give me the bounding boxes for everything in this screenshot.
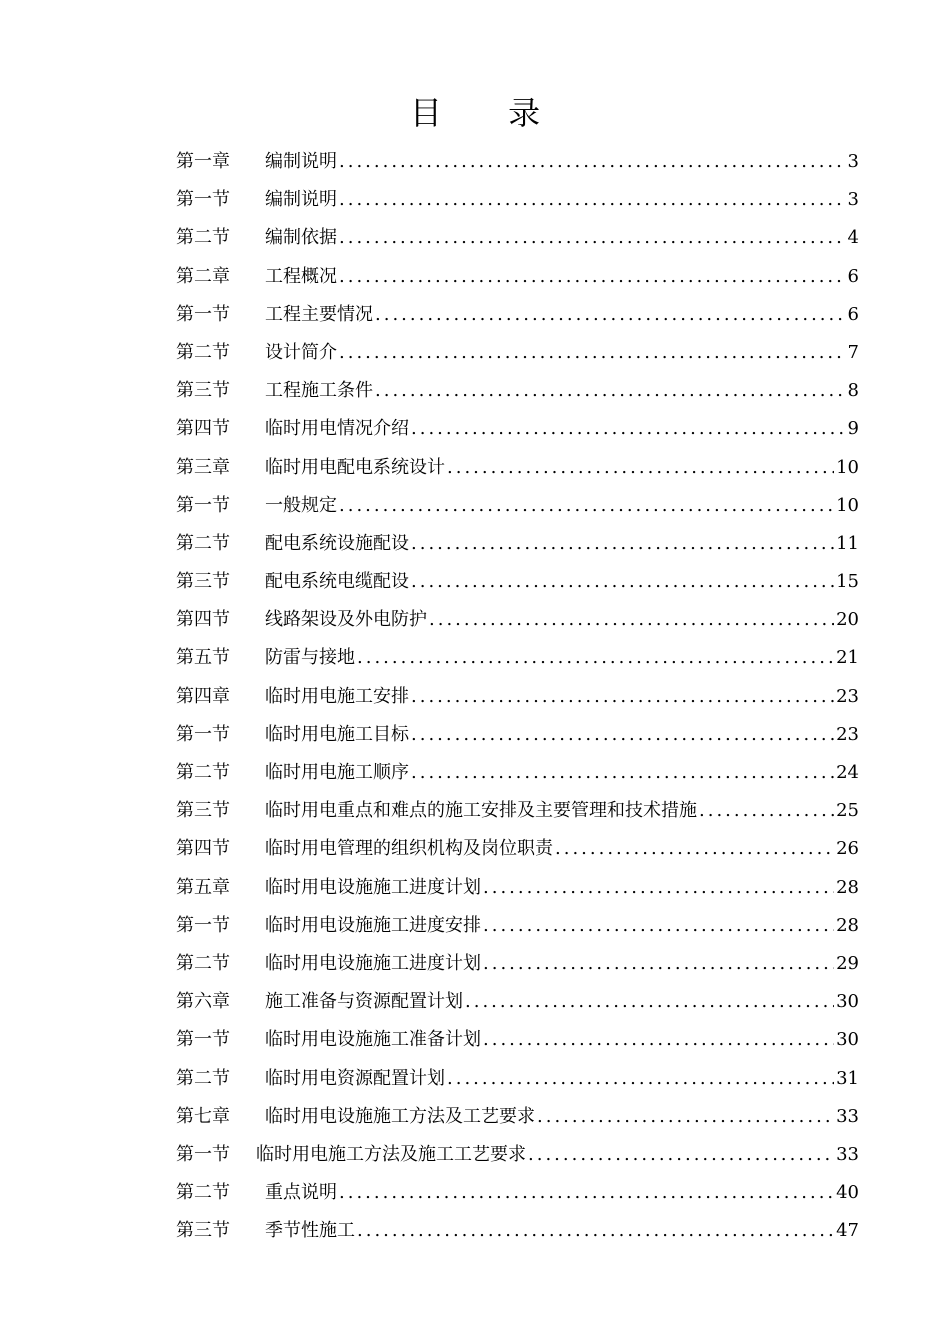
toc-entry-page: 15 (836, 571, 859, 593)
toc-leader-dots (339, 1174, 834, 1212)
toc-leader-dots (411, 754, 834, 792)
toc-entry-page: 26 (836, 838, 859, 860)
toc-leader-dots (483, 907, 834, 945)
toc-entry-page: 30 (836, 991, 859, 1013)
toc-entry-page: 31 (836, 1067, 859, 1089)
toc-entry-number: 第五节 (176, 647, 230, 669)
toc-entry[interactable] (176, 678, 859, 716)
toc-entry-title: 临时用电施工安排 (265, 685, 409, 707)
toc-leader-dots (339, 258, 846, 296)
toc-entry-page: 24 (836, 762, 859, 783)
toc-entry-title: 临时用电设施施工进度安排 (265, 914, 481, 936)
toc-entry-number: 第一节 (176, 723, 230, 745)
toc-leader-dots (483, 869, 834, 907)
toc-entry[interactable] (176, 410, 859, 448)
toc-entry[interactable] (176, 945, 859, 983)
toc-entry[interactable] (176, 869, 859, 907)
toc-entry-number: 第一节 (176, 189, 230, 211)
toc-entry[interactable] (176, 983, 859, 1021)
toc-entry-title: 临时用电资源配置计划 (265, 1067, 445, 1089)
toc-entry-page: 28 (836, 914, 859, 936)
toc-entry-number: 第三节 (176, 800, 230, 822)
table-of-contents (176, 143, 859, 1250)
toc-leader-dots (411, 410, 846, 448)
toc-entry-number: 第一章 (176, 151, 230, 172)
toc-leader-dots (339, 181, 846, 219)
toc-entry-page: 7 (847, 341, 859, 363)
toc-entry-page: 3 (847, 189, 859, 211)
toc-leader-dots (339, 487, 834, 525)
toc-entry-number: 第三节 (176, 1220, 230, 1242)
toc-entry-number: 第一节 (176, 1143, 230, 1165)
toc-entry-title: 编制依据 (265, 227, 337, 249)
toc-entry[interactable] (176, 639, 859, 677)
toc-leader-dots (483, 945, 834, 983)
toc-entry-number: 第一节 (176, 303, 230, 325)
toc-entry-title: 一般规定 (265, 494, 337, 516)
toc-entry-page: 25 (836, 800, 859, 822)
toc-entry-title: 线路架设及外电防护 (265, 609, 427, 631)
toc-leader-dots (447, 449, 834, 487)
toc-entry[interactable] (176, 219, 859, 257)
toc-entry-page: 10 (836, 494, 859, 516)
toc-leader-dots (465, 983, 834, 1021)
toc-entry-number: 第四章 (176, 685, 230, 707)
toc-entry-number: 第六章 (176, 991, 230, 1013)
toc-entry-number: 第四节 (176, 418, 230, 440)
toc-entry-page: 21 (836, 647, 859, 669)
toc-entry-title: 工程主要情况 (265, 303, 373, 325)
toc-entry[interactable] (176, 754, 859, 792)
toc-entry-title: 临时用电管理的组织机构及岗位职责 (265, 838, 553, 860)
toc-entry-title: 设计简介 (265, 341, 337, 363)
toc-entry[interactable] (176, 792, 859, 830)
toc-entry[interactable] (176, 143, 859, 181)
toc-entry[interactable] (176, 449, 859, 487)
toc-entry[interactable] (176, 525, 859, 563)
toc-entry[interactable] (176, 1136, 859, 1174)
toc-entry-page: 6 (847, 265, 859, 287)
toc-leader-dots (411, 716, 834, 754)
toc-entry-page: 9 (847, 418, 859, 440)
toc-entry-page: 28 (836, 876, 859, 898)
toc-entry[interactable] (176, 258, 859, 296)
toc-entry-number: 第三章 (176, 456, 230, 478)
toc-entry[interactable] (176, 716, 859, 754)
toc-entry-title: 临时用电设施施工准备计划 (265, 1029, 481, 1051)
toc-entry-page: 33 (836, 1143, 859, 1165)
toc-entry[interactable] (176, 181, 859, 219)
toc-entry-page: 8 (847, 380, 859, 402)
toc-leader-dots (555, 830, 834, 868)
toc-leader-dots (375, 296, 846, 334)
toc-leader-dots (537, 1098, 834, 1136)
toc-entry-number: 第二节 (176, 952, 230, 974)
toc-entry[interactable] (176, 830, 859, 868)
toc-entry-page: 20 (836, 609, 859, 631)
toc-entry-title: 临时用电施工目标 (265, 723, 409, 745)
toc-entry-page: 30 (836, 1029, 859, 1051)
toc-entry-number: 第二节 (176, 341, 230, 363)
toc-entry[interactable] (176, 1098, 859, 1136)
toc-entry-page: 4 (847, 227, 859, 249)
toc-entry-title: 配电系统电缆配设 (265, 571, 409, 593)
toc-entry-title: 防雷与接地 (265, 647, 355, 669)
toc-leader-dots (411, 563, 834, 601)
toc-entry-page: 11 (836, 532, 859, 554)
toc-entry-page: 29 (836, 952, 859, 974)
toc-entry-title: 临时用电重点和难点的施工安排及主要管理和技术措施 (265, 800, 697, 822)
toc-entry-number: 第三节 (176, 380, 230, 402)
toc-entry-title: 临时用电配电系统设计 (265, 456, 445, 478)
toc-entry-page: 40 (836, 1182, 859, 1204)
toc-entry-page: 10 (836, 456, 859, 478)
toc-entry-page: 23 (836, 685, 859, 707)
toc-entry-number: 第一节 (176, 1029, 230, 1051)
toc-entry-page: 6 (847, 303, 859, 325)
toc-entry[interactable] (176, 372, 859, 410)
toc-entry[interactable] (176, 1174, 859, 1212)
toc-leader-dots (699, 792, 834, 830)
toc-leader-dots (339, 219, 846, 257)
toc-entry[interactable] (176, 601, 859, 639)
toc-leader-dots (411, 525, 834, 563)
toc-entry-title: 临时用电设施施工进度计划 (265, 952, 481, 974)
toc-entry[interactable] (176, 487, 859, 525)
toc-entry-title: 临时用电情况介绍 (265, 418, 409, 440)
toc-leader-dots (528, 1136, 834, 1174)
toc-entry-page: 23 (836, 723, 859, 745)
toc-entry-number: 第三节 (176, 571, 230, 593)
toc-leader-dots (339, 143, 846, 181)
toc-entry[interactable] (176, 1021, 859, 1059)
toc-leader-dots (429, 601, 834, 639)
toc-entry[interactable] (176, 334, 859, 372)
toc-entry-title: 工程概况 (265, 265, 337, 287)
toc-leader-dots (447, 1060, 834, 1098)
toc-entry-title: 编制说明 (265, 151, 337, 172)
toc-entry-title: 重点说明 (265, 1182, 337, 1204)
toc-entry[interactable] (176, 1060, 859, 1098)
toc-entry[interactable] (176, 907, 859, 945)
toc-entry-number: 第二节 (176, 532, 230, 554)
toc-entry-number: 第五章 (176, 876, 230, 898)
toc-entry-number: 第二节 (176, 762, 230, 783)
toc-leader-dots (357, 639, 834, 677)
toc-entry-title: 编制说明 (265, 189, 337, 211)
toc-entry-title: 临时用电设施施工方法及工艺要求 (265, 1105, 535, 1127)
toc-entry-number: 第四节 (176, 838, 230, 860)
toc-leader-dots (357, 1212, 834, 1250)
toc-entry[interactable] (176, 563, 859, 601)
toc-leader-dots (483, 1021, 834, 1059)
toc-entry-title: 临时用电施工顺序 (265, 762, 409, 783)
toc-entry-title: 季节性施工 (265, 1220, 355, 1242)
toc-entry-number: 第二节 (176, 227, 230, 249)
toc-entry-number: 第二节 (176, 1182, 230, 1204)
toc-entry-title: 工程施工条件 (265, 380, 373, 402)
toc-entry-number: 第二节 (176, 1067, 230, 1089)
toc-entry-number: 第四节 (176, 609, 230, 631)
toc-entry-page: 33 (836, 1105, 859, 1127)
toc-entry-number: 第二章 (176, 265, 230, 287)
toc-entry-number: 第一节 (176, 914, 230, 936)
toc-entry-number: 第七章 (176, 1105, 230, 1127)
toc-title: 目 录 (409, 94, 569, 132)
toc-entry-page: 3 (847, 151, 859, 172)
toc-entry-title: 施工准备与资源配置计划 (265, 991, 463, 1013)
toc-entry[interactable] (176, 296, 859, 334)
toc-entry-number: 第一节 (176, 494, 230, 516)
toc-entry-page: 47 (836, 1220, 859, 1242)
toc-entry-title: 配电系统设施配设 (265, 532, 409, 554)
toc-entry-title: 临时用电设施施工进度计划 (265, 876, 481, 898)
toc-leader-dots (411, 678, 834, 716)
toc-entry-title: 临时用电施工方法及施工工艺要求 (256, 1143, 526, 1165)
toc-leader-dots (375, 372, 846, 410)
toc-leader-dots (339, 334, 846, 372)
toc-entry[interactable] (176, 1212, 859, 1250)
